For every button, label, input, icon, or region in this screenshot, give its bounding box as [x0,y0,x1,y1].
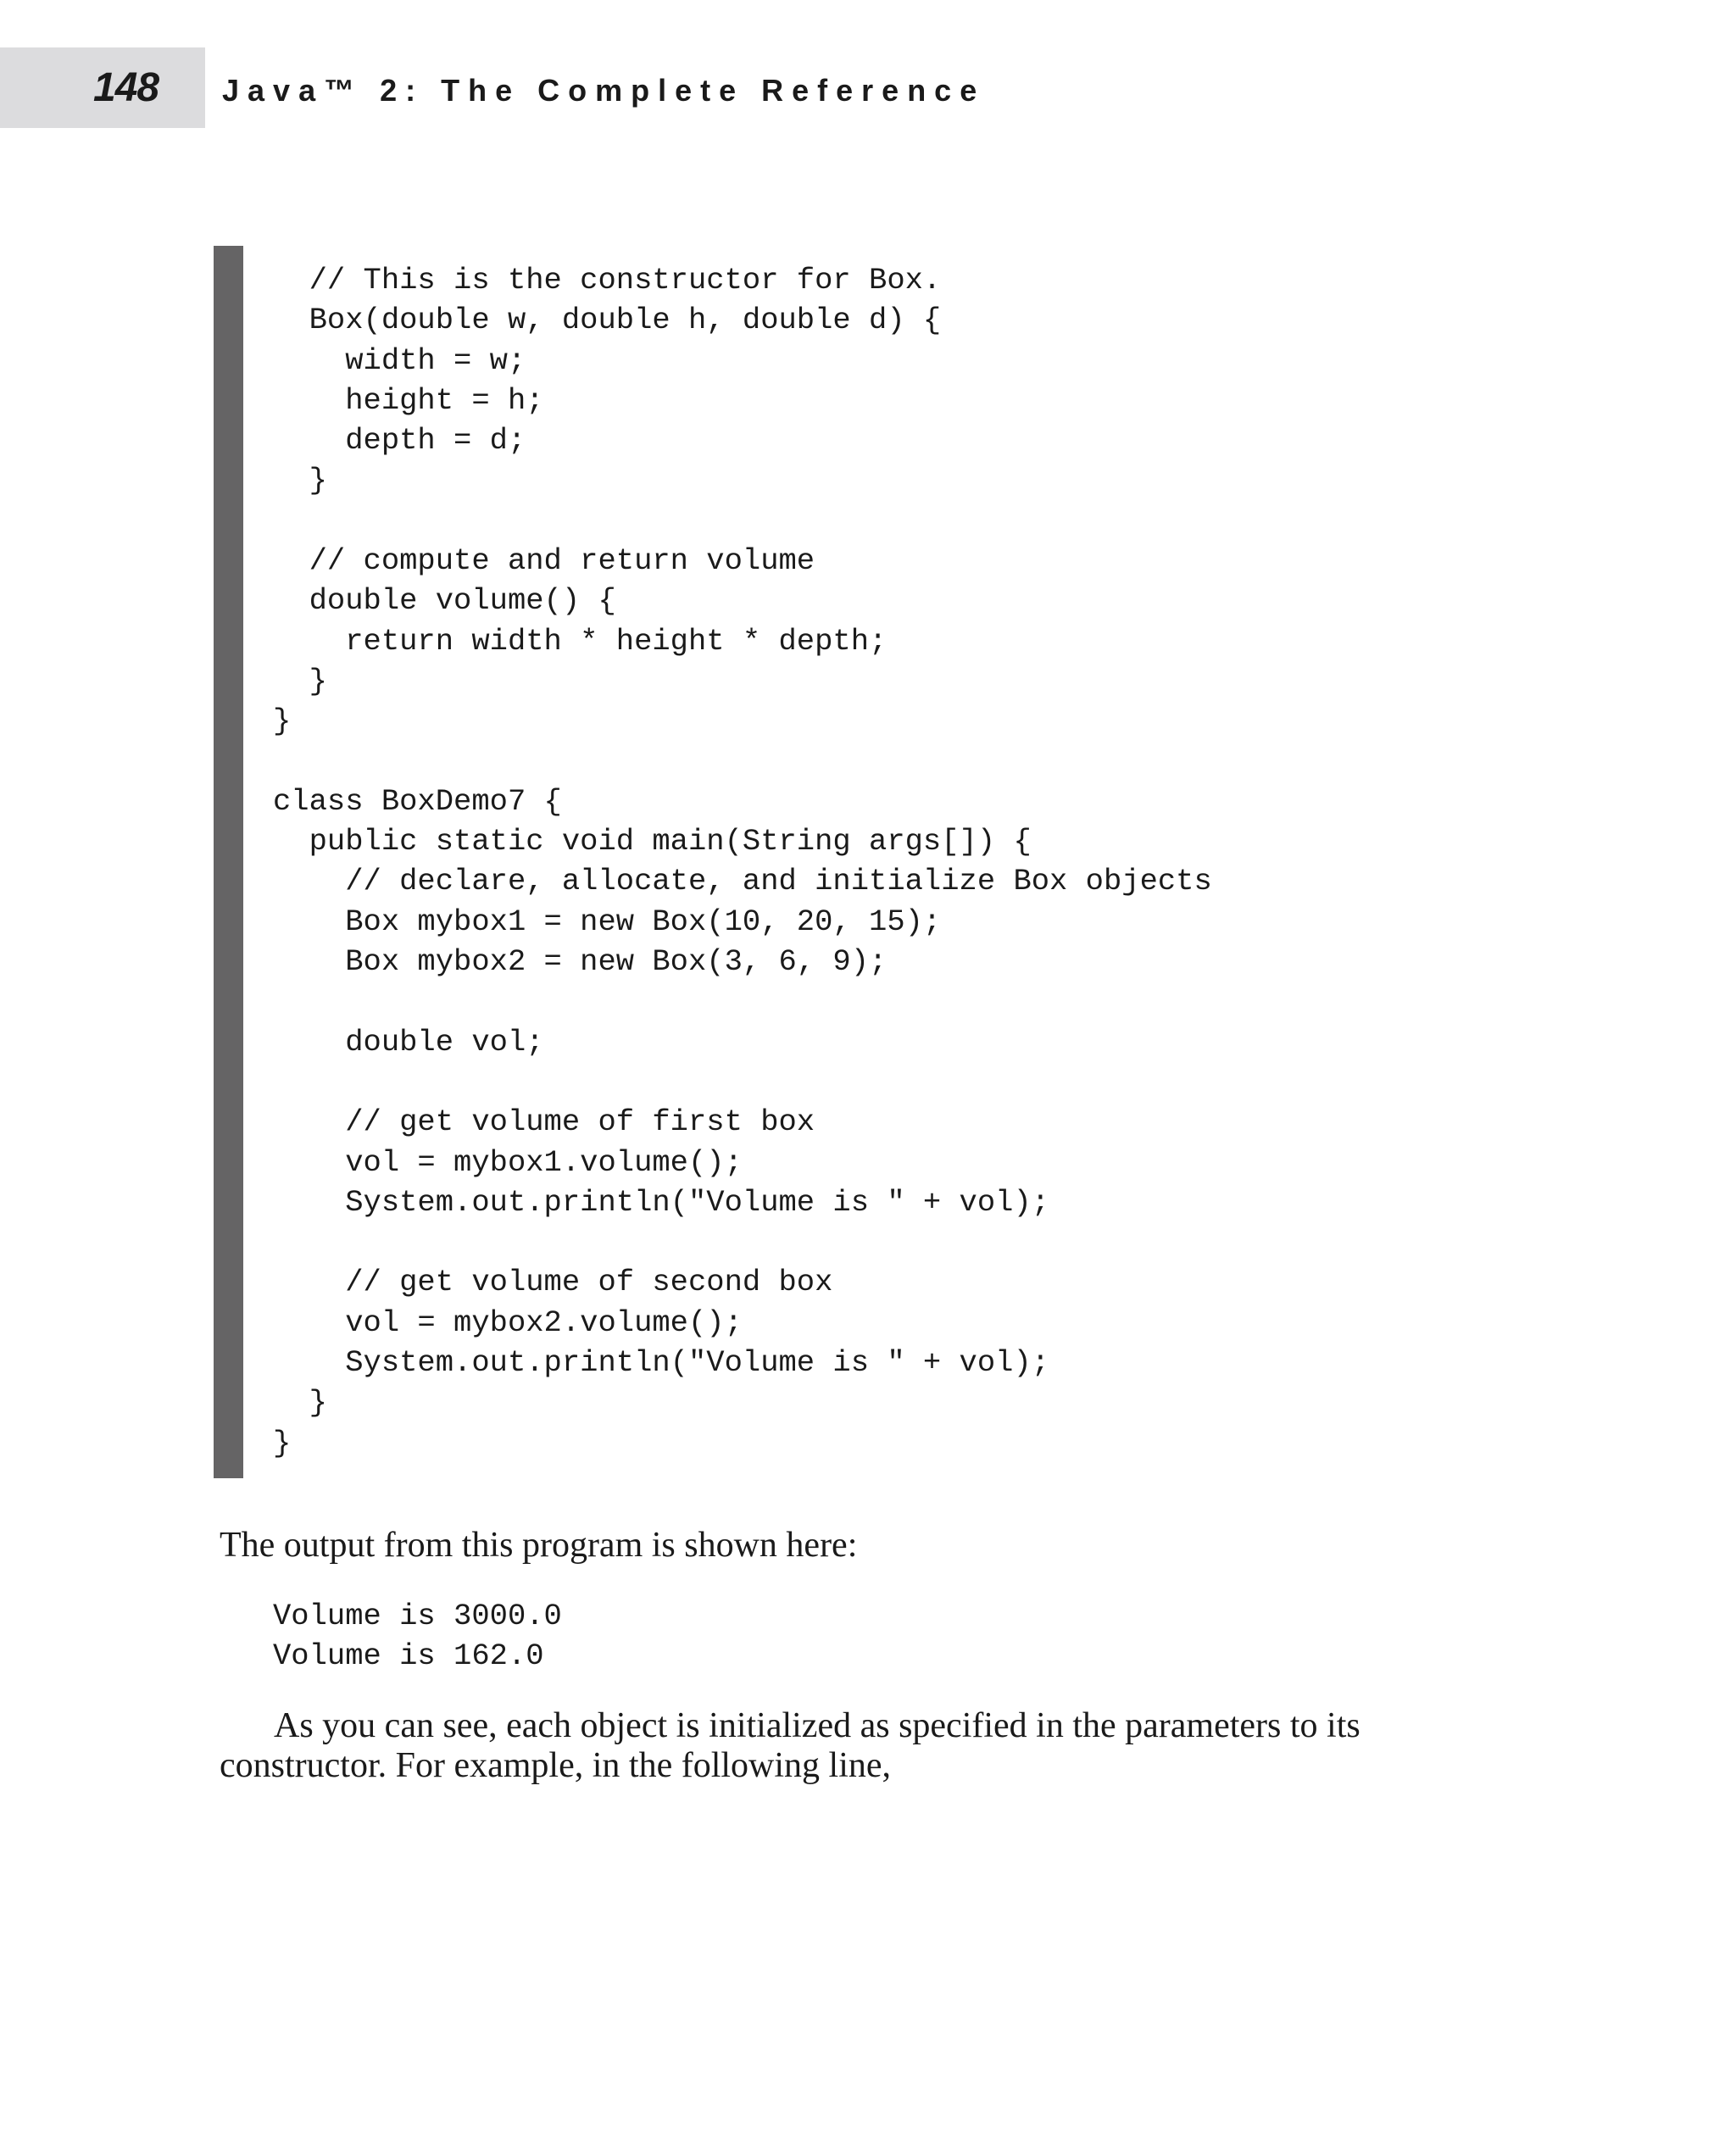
code-line: System.out.println("Volume is " + vol); [273,1345,1050,1381]
code-line: } [273,463,327,498]
code-listing [273,260,1212,1463]
code-line [273,982,1212,1021]
code-line: // get volume of second box [273,1265,833,1300]
code-line: double volume() { [273,583,616,619]
code-line: depth = d; [273,423,526,459]
code-line: // compute and return volume [273,543,815,579]
page-number: 148 [93,65,159,110]
code-line [273,1062,1212,1102]
running-head-title: Java™ 2: The Complete Reference [222,73,986,108]
code-line: Box mybox1 = new Box(10, 20, 15); [273,904,942,939]
code-line: } [273,704,292,739]
code-line: width = w; [273,342,526,378]
code-line: // This is the constructor for Box. [273,263,942,298]
code-line: } [273,1385,327,1421]
code-line: double vol; [273,1024,544,1060]
code-line: vol = mybox2.volume(); [273,1304,743,1340]
code-line: // get volume of first box [273,1104,815,1140]
program-output [273,1596,562,1677]
code-line [273,1222,1212,1262]
code-line: Box mybox2 = new Box(3, 6, 9); [273,944,887,980]
output-intro-text: The output from this program is shown here: [220,1526,858,1565]
code-line: } [273,1425,292,1460]
paragraph-line: constructor. For example, in the following line, [220,1746,892,1785]
code-line: System.out.println("Volume is " + vol); [273,1184,1050,1220]
body-paragraph [220,1706,1406,1786]
code-line: Box(double w, double h, double d) { [273,303,942,338]
code-line: class BoxDemo7 { [273,783,562,819]
code-line: } [273,663,327,698]
code-line: height = h; [273,382,544,418]
output-line: Volume is 3000.0 [273,1599,562,1633]
code-line: vol = mybox1.volume(); [273,1144,743,1180]
code-line [273,501,1212,541]
code-listing-bar [214,246,243,1478]
code-line: return width * height * depth; [273,623,887,659]
paragraph-line: As you can see, each object is initialized as specified in the parameters to its [274,1706,1360,1745]
output-line: Volume is 162.0 [273,1638,544,1674]
code-line [273,742,1212,782]
code-line: // declare, allocate, and initialize Box objects [273,864,1212,899]
code-line: public static void main(String args[]) { [273,824,1032,859]
